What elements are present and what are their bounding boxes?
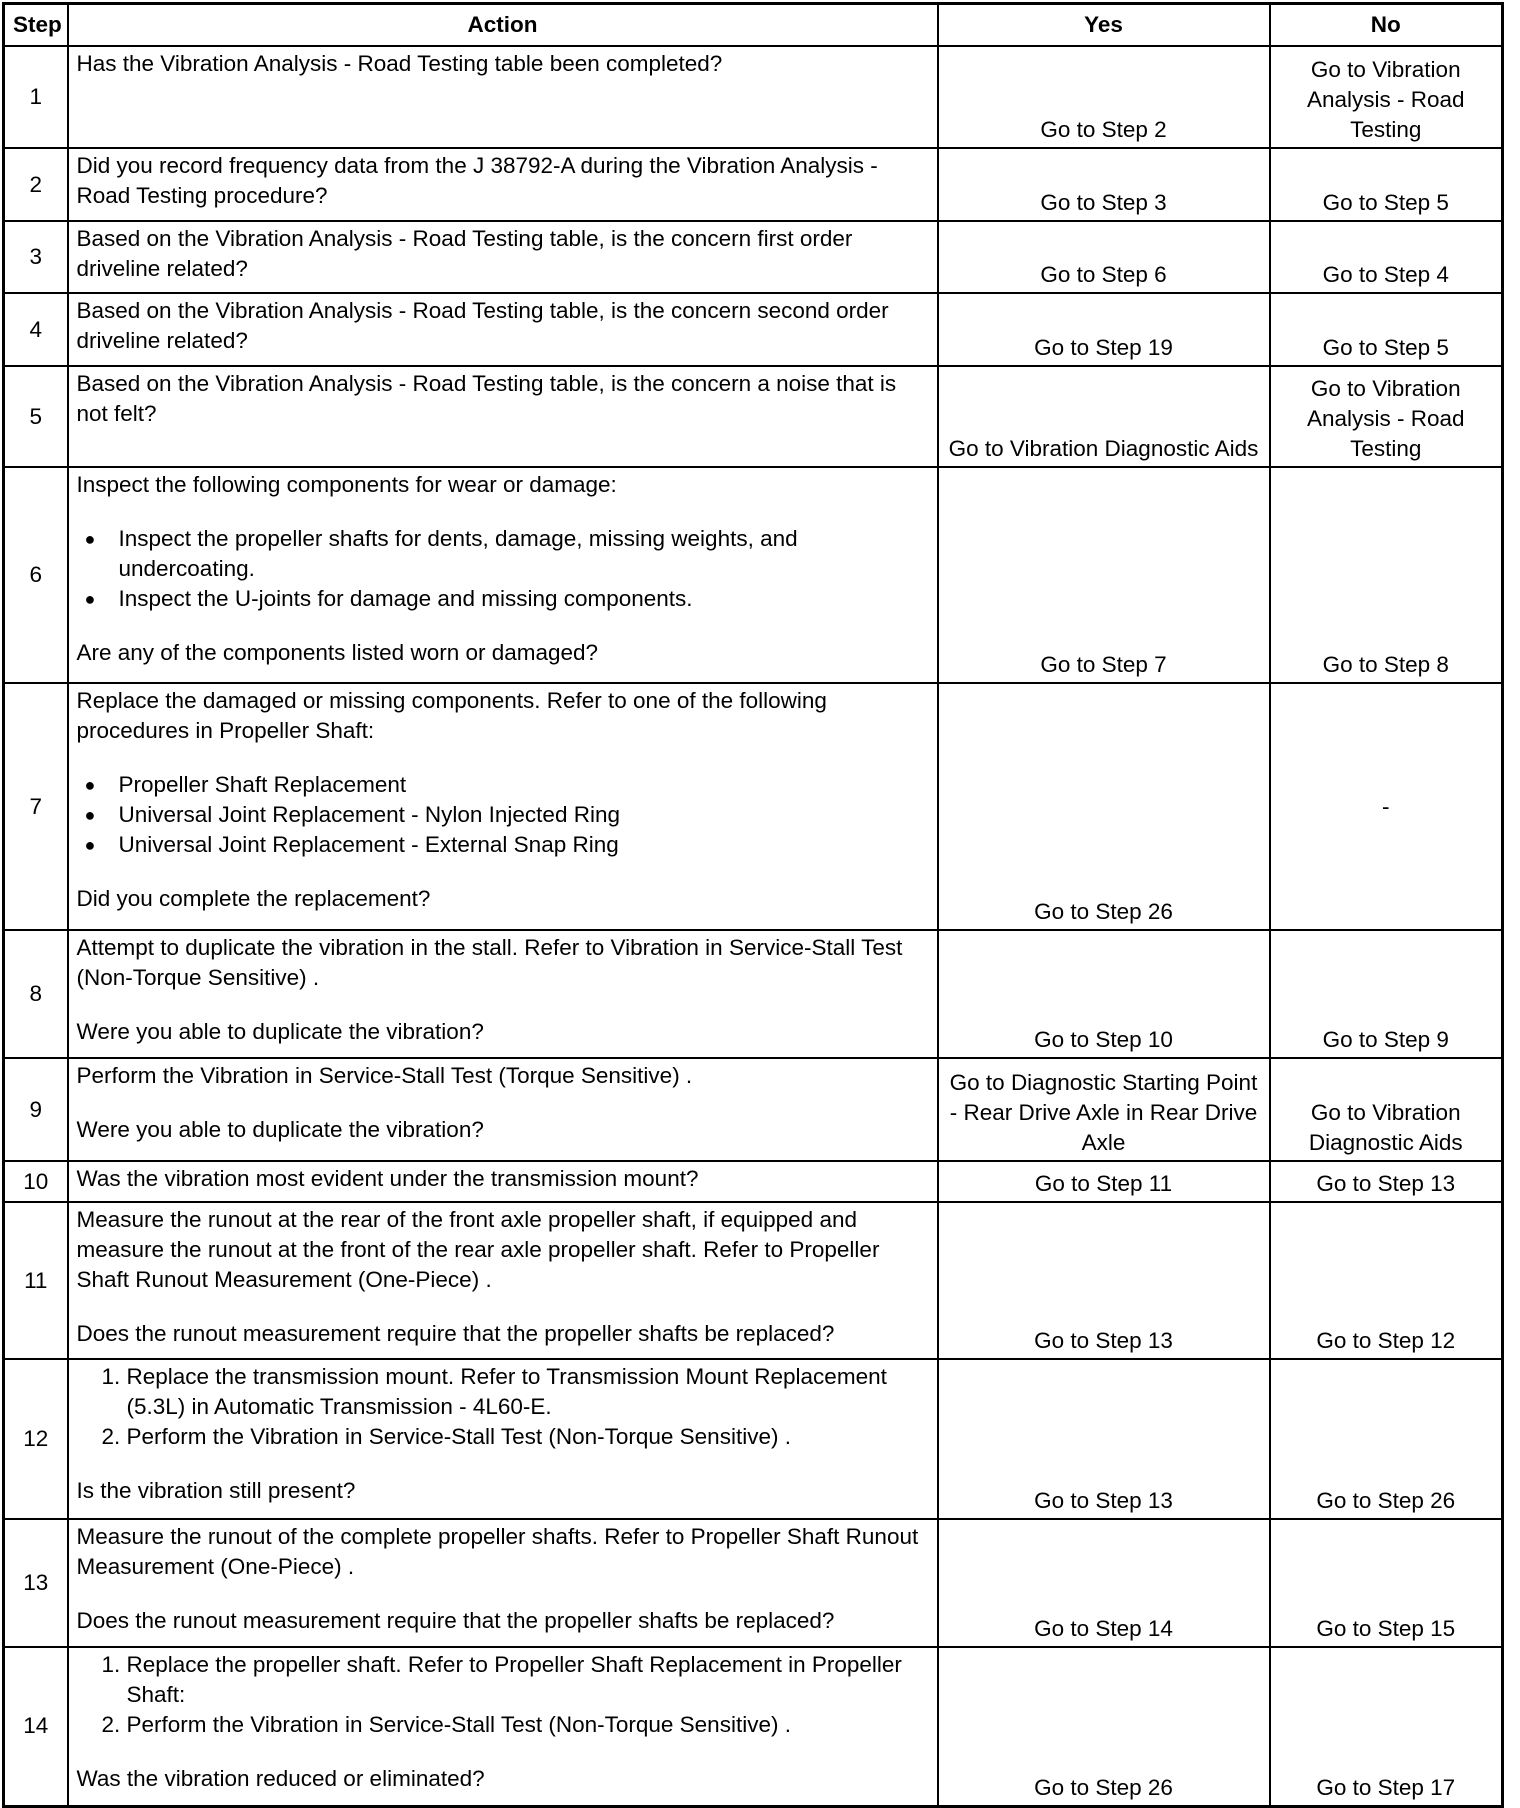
action-intro: Replace the damaged or missing components. Refer to one of the following procedures in Propeller Shaft: [76, 688, 827, 743]
action-intro: Attempt to duplicate the vibration in the stall. Refer to Vibration in Service-Stall Test (Non-Torque Sensitive) . [76, 935, 903, 990]
yes-cell: Go to Step 14 [938, 1519, 1270, 1647]
step-number: 7 [4, 683, 68, 930]
yes-cell: Go to Step 7 [938, 467, 1270, 683]
bullet-item: ● Universal Joint Replacement - Nylon Injected Ring [119, 800, 929, 830]
table-row [4, 366, 1503, 467]
yes-cell: Go to Step 13 [938, 1359, 1270, 1519]
step-number: 12 [4, 1359, 68, 1519]
yes-cell: Go to Step 6 [938, 221, 1270, 293]
action-cell [68, 221, 938, 293]
action-cell [68, 1202, 938, 1359]
bullet-item: ● Universal Joint Replacement - External Snap Ring [119, 830, 929, 860]
no-cell: Go to Step 5 [1270, 148, 1503, 221]
action-intro: Perform the Vibration in Service-Stall Test (Torque Sensitive) . [76, 1063, 693, 1088]
no-cell: Go to Vibration Analysis - Road Testing [1270, 46, 1503, 148]
step-number: 10 [4, 1161, 68, 1202]
step-number: 11 [4, 1202, 68, 1359]
numbered-list [77, 1362, 929, 1452]
no-cell: Go to Step 26 [1270, 1359, 1503, 1519]
table-row [4, 683, 1503, 930]
numbered-item: 2. Perform the Vibration in Service-Stall Test (Non-Torque Sensitive) . [127, 1710, 929, 1740]
no-cell: Go to Step 12 [1270, 1202, 1503, 1359]
bullet-item: ● Inspect the U-joints for damage and missing components. [119, 584, 929, 614]
action-cell [68, 1359, 938, 1519]
action-cell [68, 1519, 938, 1647]
step-number: 3 [4, 221, 68, 293]
yes-cell: Go to Step 19 [938, 293, 1270, 366]
numbered-item: 1. Replace the transmission mount. Refer to Transmission Mount Replacement (5.3L) in Automatic Transmission - 4L60-E. [127, 1362, 929, 1422]
action-text: Has the Vibration Analysis - Road Testing table been completed? [76, 51, 723, 76]
action-text: Based on the Vibration Analysis - Road Testing table, is the concern second order driveline related? [76, 298, 889, 353]
table-row [4, 1058, 1503, 1161]
action-question: Was the vibration reduced or eliminated? [76, 1766, 485, 1791]
header-row [4, 4, 1503, 47]
action-cell [68, 467, 938, 683]
step-number: 9 [4, 1058, 68, 1161]
action-question: Did you complete the replacement? [76, 886, 431, 911]
yes-cell: Go to Step 11 [938, 1161, 1270, 1202]
no-cell: Go to Step 8 [1270, 467, 1503, 683]
action-cell [68, 366, 938, 467]
action-intro: Was the vibration most evident under the transmission mount? [76, 1166, 699, 1191]
step-number: 6 [4, 467, 68, 683]
table-row [4, 1359, 1503, 1519]
table-row [4, 46, 1503, 148]
action-question: Are any of the components listed worn or damaged? [76, 640, 599, 665]
step-number: 4 [4, 293, 68, 366]
no-cell: Go to Step 4 [1270, 221, 1503, 293]
yes-cell: Go to Step 2 [938, 46, 1270, 148]
yes-cell: Go to Step 10 [938, 930, 1270, 1058]
header-step: Step [4, 4, 68, 47]
no-cell: Go to Vibration Analysis - Road Testing [1270, 366, 1503, 467]
action-cell [68, 683, 938, 930]
action-text: Based on the Vibration Analysis - Road Testing table, is the concern first order driveline related? [76, 226, 853, 281]
table-row [4, 1519, 1503, 1647]
bullet-list [77, 770, 929, 860]
action-question: Does the runout measurement require that the propeller shafts be replaced? [76, 1321, 835, 1346]
action-intro: Measure the runout at the rear of the front axle propeller shaft, if equipped and measure the runout at the front of the rear axle propeller shaft. Refer to Propeller Shaft Runout Measurement (One-Piece) . [76, 1207, 880, 1292]
step-number: 5 [4, 366, 68, 467]
header-action: Action [68, 4, 938, 47]
table-row [4, 1647, 1503, 1806]
bullet-item: ● Inspect the propeller shafts for dents, damage, missing weights, and undercoating. [119, 524, 929, 584]
action-question: Were you able to duplicate the vibration? [76, 1117, 484, 1142]
action-question: Is the vibration still present? [76, 1478, 356, 1503]
action-cell [68, 930, 938, 1058]
step-number: 14 [4, 1647, 68, 1806]
action-cell [68, 1058, 938, 1161]
no-cell: Go to Step 9 [1270, 930, 1503, 1058]
action-cell [68, 293, 938, 366]
numbered-item: 2. Perform the Vibration in Service-Stall Test (Non-Torque Sensitive) . [127, 1422, 929, 1452]
action-text: Based on the Vibration Analysis - Road Testing table, is the concern a noise that is not felt? [76, 371, 897, 426]
step-number: 8 [4, 930, 68, 1058]
no-cell: Go to Step 15 [1270, 1519, 1503, 1647]
no-cell: Go to Step 13 [1270, 1161, 1503, 1202]
no-cell: - [1270, 683, 1503, 930]
bullet-item: ● Propeller Shaft Replacement [119, 770, 929, 800]
table-row [4, 1202, 1503, 1359]
header-no: No [1270, 4, 1503, 47]
table-row [4, 221, 1503, 293]
action-cell [68, 46, 938, 148]
step-number: 13 [4, 1519, 68, 1647]
yes-cell: Go to Step 26 [938, 1647, 1270, 1806]
action-cell [68, 1647, 938, 1806]
no-cell: Go to Step 5 [1270, 293, 1503, 366]
action-intro: Inspect the following components for wear or damage: [76, 472, 617, 497]
table-row [4, 148, 1503, 221]
numbered-item: 1. Replace the propeller shaft. Refer to Propeller Shaft Replacement in Propeller Shaft: [127, 1650, 929, 1710]
action-question: Were you able to duplicate the vibration? [76, 1019, 484, 1044]
action-cell [68, 148, 938, 221]
table-row [4, 467, 1503, 683]
numbered-list [77, 1650, 929, 1740]
diagnostic-table [2, 2, 1504, 1808]
action-cell [68, 1161, 938, 1202]
yes-cell: Go to Step 3 [938, 148, 1270, 221]
header-yes: Yes [938, 4, 1270, 47]
step-number: 1 [4, 46, 68, 148]
action-intro: Measure the runout of the complete propeller shafts. Refer to Propeller Shaft Runout Measurement (One-Piece) . [76, 1524, 919, 1579]
yes-cell: Go to Diagnostic Starting Point - Rear Drive Axle in Rear Drive Axle [938, 1058, 1270, 1161]
yes-cell: Go to Vibration Diagnostic Aids [938, 366, 1270, 467]
no-cell: Go to Step 17 [1270, 1647, 1503, 1806]
table-row [4, 1161, 1503, 1202]
step-number: 2 [4, 148, 68, 221]
action-text: Did you record frequency data from the J 38792-A during the Vibration Analysis - Road Testing procedure? [76, 153, 878, 208]
table-row [4, 930, 1503, 1058]
bullet-list [77, 524, 929, 614]
action-question: Does the runout measurement require that the propeller shafts be replaced? [76, 1608, 835, 1633]
yes-cell: Go to Step 26 [938, 683, 1270, 930]
yes-cell: Go to Step 13 [938, 1202, 1270, 1359]
table-row [4, 293, 1503, 366]
no-cell: Go to Vibration Diagnostic Aids [1270, 1058, 1503, 1161]
